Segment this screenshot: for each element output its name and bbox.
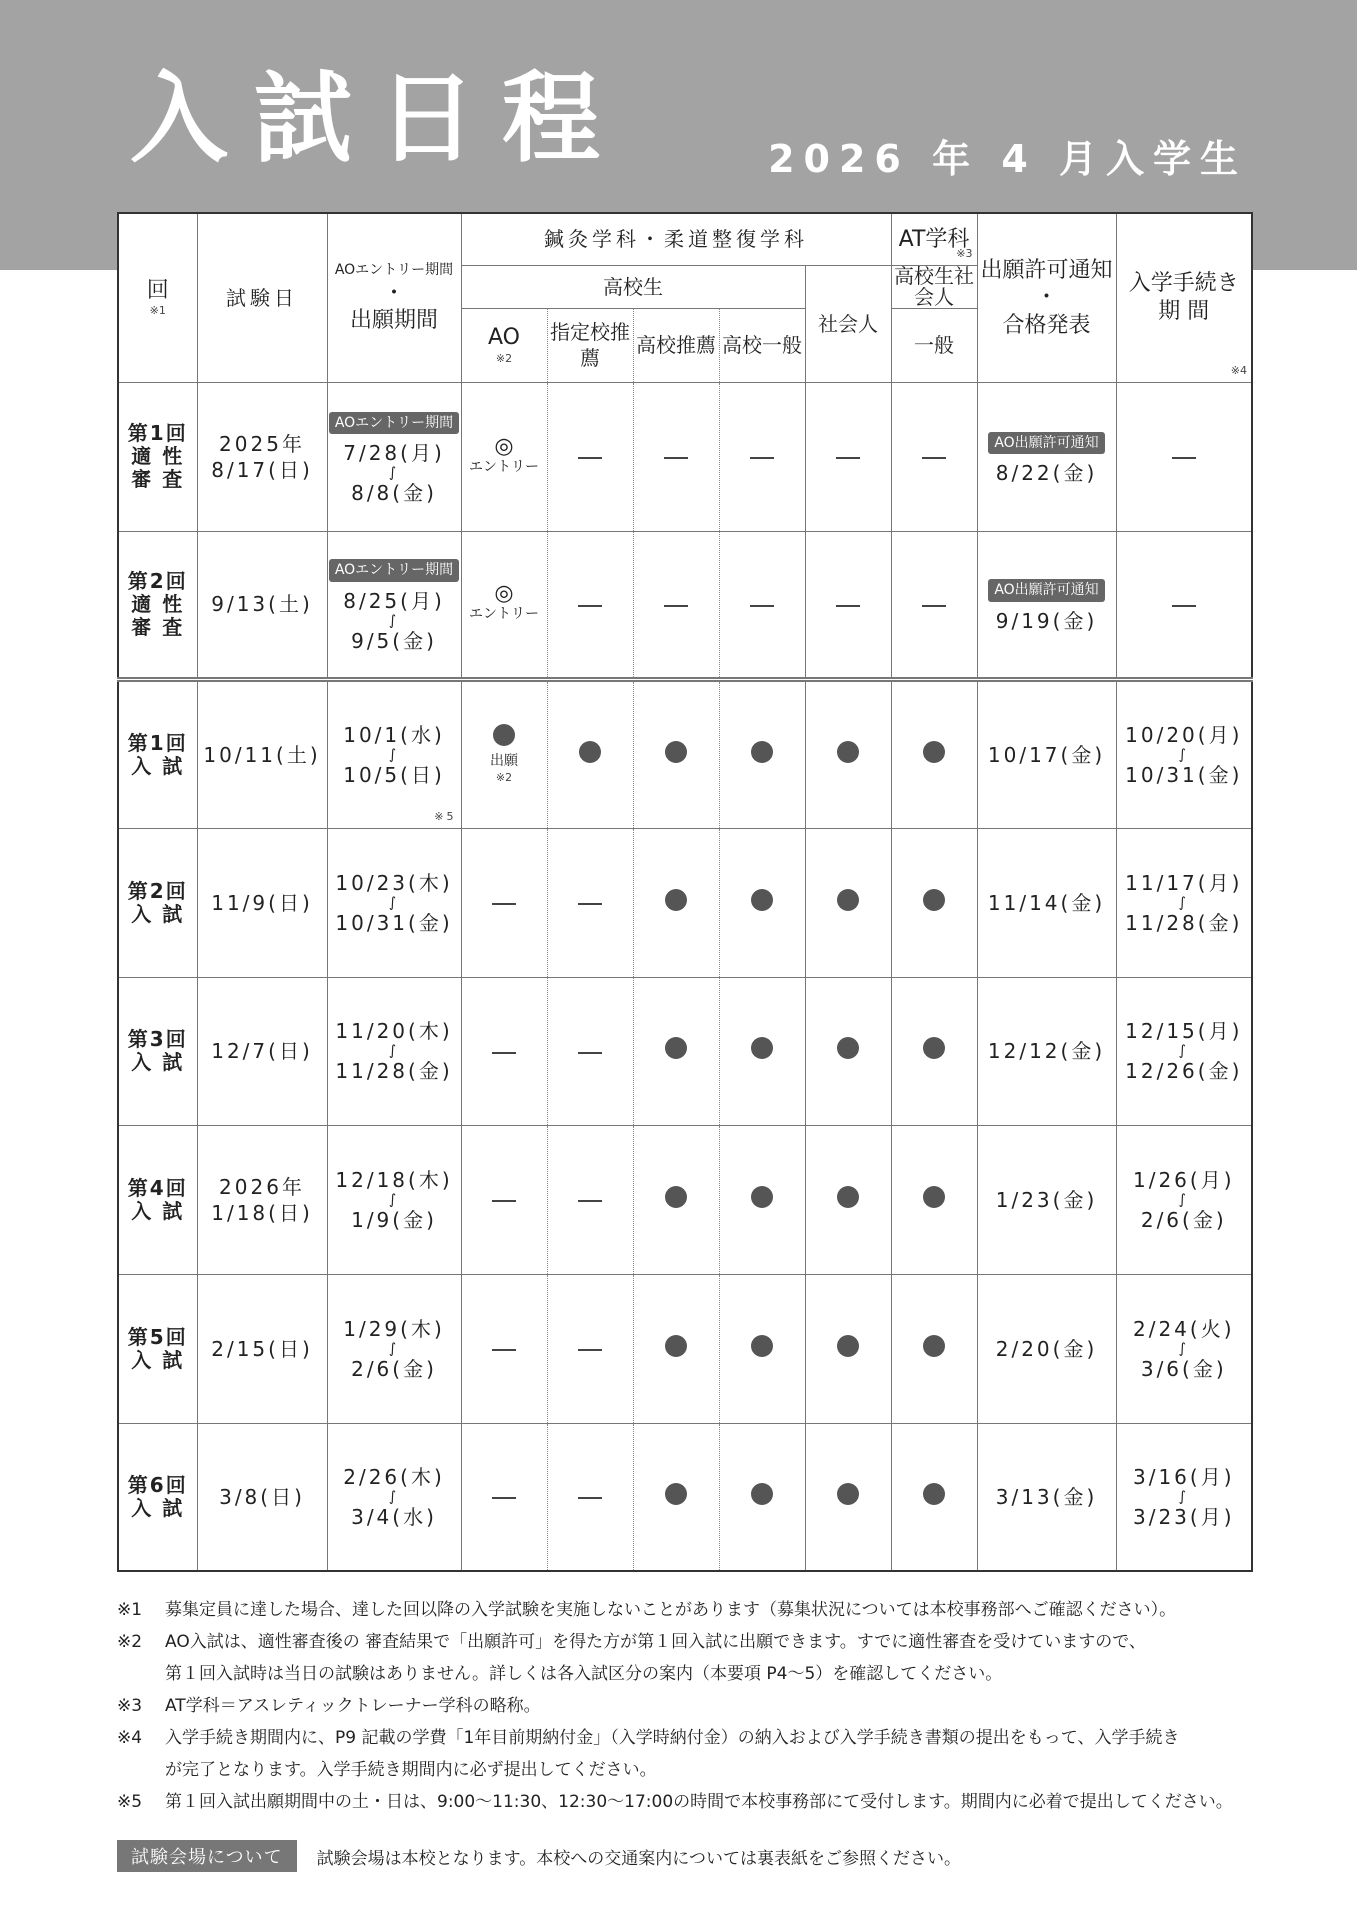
notice-cell — [977, 1423, 1116, 1571]
designated-cell — [547, 531, 633, 679]
exam-date: 10/11(土) — [203, 742, 321, 767]
designated-cell — [547, 828, 633, 977]
footnote-text: が完了となります。入学手続き期間内に必ず提出してください。 — [165, 1760, 657, 1780]
period-note: ※5 — [434, 810, 457, 824]
header-adult: 社会人 — [805, 265, 891, 382]
round-label: 第2回 入 試 — [127, 878, 188, 926]
dash-mark — [578, 457, 602, 459]
exam-date-cell — [197, 679, 327, 828]
entry-period-chip: AOエントリー期間 — [329, 559, 459, 581]
header-exam-date: 試験日 — [197, 213, 327, 382]
dot-mark — [751, 1037, 773, 1059]
ao-cell — [461, 828, 547, 977]
school-gen-cell — [719, 1423, 805, 1571]
footnote-row — [117, 1626, 1277, 1658]
round-label: 第6回 入 試 — [127, 1472, 188, 1520]
footnote-text: AO入試は、適性審査後の 審査結果で「出願許可」を得た方が第１回入試に出願できます。すでに適性審査を受けていますので、 — [165, 1632, 1146, 1652]
at-general-cell — [891, 828, 977, 977]
header-school-gen: 高校一般 — [719, 308, 805, 382]
dot-mark — [923, 1037, 945, 1059]
round-cell — [118, 382, 197, 531]
at-general-cell — [891, 1274, 977, 1423]
school-gen-cell — [719, 679, 805, 828]
header-procedure: 入学手続き 期 間 ※4 — [1116, 213, 1252, 382]
application-period-cell — [327, 679, 461, 828]
period-to: 3/4(水) — [351, 1504, 437, 1529]
round-label: 第5回 入 試 — [127, 1324, 188, 1372]
dash-mark — [578, 1497, 602, 1499]
adult-cell — [805, 531, 891, 679]
period-from: 7/28(月) — [343, 441, 445, 466]
designated-cell — [547, 382, 633, 531]
entry-label: エントリー — [469, 458, 539, 475]
round-cell — [118, 828, 197, 977]
footnote-text: 募集定員に達した場合、達した回以降の入学試験を実施しないことがあります（募集状況については本校事務部へご確認ください）。 — [165, 1600, 1177, 1620]
procedure-cell — [1116, 382, 1252, 531]
school-gen-cell — [719, 1125, 805, 1274]
dot-mark — [837, 741, 859, 763]
adult-cell — [805, 977, 891, 1125]
designated-cell — [547, 1125, 633, 1274]
period-from: 10/1(水) — [343, 722, 445, 747]
dash-mark — [922, 605, 946, 607]
adult-cell — [805, 1274, 891, 1423]
notice-date: 1/23(金) — [995, 1187, 1098, 1212]
at-general-cell — [891, 977, 977, 1125]
venue-text: 試験会場は本校となります。本校への交通案内については裏表紙をご参照ください。 — [316, 1848, 961, 1869]
schedule-row — [118, 977, 1252, 1125]
notice-date: 8/22(金) — [995, 461, 1098, 486]
dot-mark — [751, 1483, 773, 1505]
tilde-mark: ∫ — [1178, 1191, 1189, 1208]
dash-mark — [836, 457, 860, 459]
round-label: 第3回 入 試 — [127, 1027, 188, 1074]
dot-mark — [751, 1335, 773, 1357]
header-high-school: 高校生 — [461, 265, 805, 308]
footnote-text: AT学科＝アスレティックトレーナー学科の略称。 — [165, 1696, 541, 1716]
notice-date: 10/17(金) — [987, 742, 1106, 767]
round-label: 第1回 適 性 審 査 — [127, 421, 188, 491]
dash-mark — [922, 457, 946, 459]
school-rec-cell — [633, 679, 719, 828]
dash-mark — [750, 605, 774, 607]
footnote-text: 入学手続き期間内に、P9 記載の学費「1年目前期納付金」（入学時納付金）の納入および入学手続き書類の提出をもって、入学手続き — [165, 1728, 1180, 1748]
dot-mark — [923, 1186, 945, 1208]
dash-mark — [1172, 605, 1196, 607]
dash-mark — [1172, 457, 1196, 459]
dash-mark — [836, 605, 860, 607]
dot-mark — [665, 1483, 687, 1505]
exam-date: 8/17(日) — [211, 457, 313, 482]
procedure-cell — [1116, 531, 1252, 679]
footnote-mark: ※1 — [117, 1600, 143, 1620]
period-to: 10/5(日) — [343, 762, 445, 787]
schedule-row — [118, 531, 1252, 679]
footnote-mark: ※5 — [117, 1792, 143, 1812]
header-at-general: 一般 — [891, 308, 977, 382]
exam-date-cell — [197, 382, 327, 531]
application-period-cell — [327, 531, 461, 679]
dash-mark — [750, 457, 774, 459]
tilde-mark: ∫ — [388, 465, 400, 482]
exam-date-cell — [197, 1274, 327, 1423]
dot-mark — [751, 741, 773, 763]
designated-cell — [547, 679, 633, 828]
school-gen-cell — [719, 977, 805, 1125]
notice-date: 9/19(金) — [995, 608, 1098, 633]
round-label: 第4回 入 試 — [127, 1175, 188, 1223]
period-from: 8/25(月) — [343, 588, 445, 613]
notice-date: 2/20(金) — [995, 1336, 1098, 1361]
dash-mark — [492, 1200, 516, 1202]
application-period-cell — [327, 1125, 461, 1274]
dot-mark — [665, 1037, 687, 1059]
round-cell — [118, 977, 197, 1125]
procedure-to: 3/6(金) — [1140, 1356, 1227, 1381]
school-rec-cell — [633, 1125, 719, 1274]
at-general-cell — [891, 382, 977, 531]
dot-mark — [923, 1483, 945, 1505]
schedule-row — [118, 679, 1252, 828]
notice-date: 12/12(金) — [987, 1039, 1106, 1063]
notice-cell — [977, 828, 1116, 977]
at-general-cell — [891, 1125, 977, 1274]
procedure-to: 11/28(金) — [1125, 910, 1243, 935]
round-label: 第1回 入 試 — [127, 730, 188, 778]
dash-mark — [492, 1052, 516, 1054]
footnotes — [117, 1594, 1277, 1818]
double-circle-mark: ◎ — [494, 581, 514, 607]
period-to: 11/28(金) — [335, 1059, 453, 1083]
tilde-mark: ∫ — [1178, 1340, 1189, 1357]
notice-cell — [977, 977, 1116, 1125]
venue-info — [117, 1840, 961, 1872]
period-from: 11/20(木) — [335, 1019, 453, 1043]
double-circle-mark: ◎ — [494, 433, 514, 459]
dot-mark — [923, 741, 945, 763]
at-general-cell — [891, 531, 977, 679]
school-gen-cell — [719, 828, 805, 977]
exam-date: 11/9(日) — [211, 890, 313, 915]
dot-mark — [837, 889, 859, 911]
procedure-from: 1/26(月) — [1132, 1167, 1235, 1192]
period-to: 8/8(金) — [351, 481, 437, 506]
procedure-from: 10/20(月) — [1125, 722, 1243, 747]
adult-cell — [805, 679, 891, 828]
procedure-cell — [1116, 977, 1252, 1125]
dot-mark — [837, 1335, 859, 1357]
exam-date: 1/18(日) — [211, 1200, 313, 1225]
dot-mark — [837, 1037, 859, 1059]
dash-mark — [492, 1497, 516, 1499]
application-period-cell — [327, 977, 461, 1125]
dot-mark — [751, 1186, 773, 1208]
school-gen-cell — [719, 382, 805, 531]
footnote-row — [117, 1690, 1277, 1722]
dot-mark — [665, 1186, 687, 1208]
header-school-rec: 高校推薦 — [633, 308, 719, 382]
dash-mark — [664, 605, 688, 607]
exam-date-cell — [197, 977, 327, 1125]
apply-label: 出願 — [490, 752, 518, 769]
period-from: 12/18(木) — [335, 1167, 453, 1192]
adult-cell — [805, 828, 891, 977]
footnote-text: 第１回入試時は当日の試験はありません。詳しくは各入試区分の案内（本要項 P4〜5）を確認してください。 — [165, 1664, 1003, 1684]
notice-date: 11/14(金) — [987, 890, 1106, 915]
header-dept-main: 鍼灸学科・柔道整復学科 — [461, 213, 891, 265]
round-label: 第2回 適 性 審 査 — [127, 568, 188, 639]
round-cell — [118, 1274, 197, 1423]
tilde-mark: ∫ — [388, 746, 400, 763]
tilde-mark: ∫ — [1178, 894, 1189, 911]
procedure-from: 12/15(月) — [1125, 1019, 1243, 1043]
ao-cell — [461, 1423, 547, 1571]
dash-mark — [578, 903, 602, 905]
dot-mark — [837, 1483, 859, 1505]
tilde-mark: ∫ — [388, 1043, 400, 1059]
footnote-mark: ※3 — [117, 1696, 143, 1716]
dash-mark — [578, 605, 602, 607]
dash-mark — [492, 1349, 516, 1351]
entry-period-chip: AOエントリー期間 — [329, 412, 459, 434]
dot-mark — [751, 889, 773, 911]
exam-date-cell — [197, 1423, 327, 1571]
at-general-cell — [891, 1423, 977, 1571]
dot-mark — [493, 724, 515, 746]
dash-mark — [578, 1052, 602, 1054]
procedure-cell — [1116, 1125, 1252, 1274]
tilde-mark: ∫ — [1178, 1043, 1189, 1059]
header-notice: 出願許可通知 ・ 合格発表 — [977, 213, 1116, 382]
period-from: 2/26(木) — [343, 1464, 445, 1489]
exam-date-cell — [197, 531, 327, 679]
notice-chip: AO出願許可通知 — [988, 579, 1104, 601]
footnote-mark — [117, 1754, 165, 1786]
school-rec-cell — [633, 977, 719, 1125]
tilde-mark: ∫ — [388, 612, 400, 629]
schedule-row — [118, 382, 1252, 531]
procedure-from: 3/16(月) — [1132, 1464, 1235, 1489]
exam-date-cell — [197, 1125, 327, 1274]
ao-cell — [461, 531, 547, 679]
exam-date-year: 2026年 — [219, 1174, 305, 1199]
procedure-cell — [1116, 679, 1252, 828]
at-general-cell — [891, 679, 977, 828]
dot-mark — [923, 1335, 945, 1357]
procedure-cell — [1116, 828, 1252, 977]
schedule-row — [118, 1125, 1252, 1274]
application-period-cell — [327, 1274, 461, 1423]
footnote-row — [117, 1658, 1277, 1690]
exam-date-year: 2025年 — [219, 431, 305, 456]
dot-mark — [665, 1335, 687, 1357]
procedure-from: 2/24(火) — [1132, 1316, 1235, 1341]
round-cell — [118, 1125, 197, 1274]
dot-mark — [923, 889, 945, 911]
tilde-mark: ∫ — [388, 1340, 400, 1357]
header-at-sub: 高校生社会人 — [891, 265, 977, 308]
procedure-to: 12/26(金) — [1125, 1059, 1243, 1083]
school-rec-cell — [633, 382, 719, 531]
procedure-cell — [1116, 1423, 1252, 1571]
header-round: 回 ※1 — [118, 213, 197, 382]
adult-cell — [805, 382, 891, 531]
school-rec-cell — [633, 531, 719, 679]
dot-mark — [665, 741, 687, 763]
application-period-cell — [327, 382, 461, 531]
tilde-mark: ∫ — [388, 1488, 400, 1505]
procedure-from: 11/17(月) — [1125, 870, 1243, 895]
dash-mark — [664, 457, 688, 459]
exam-date: 3/8(日) — [219, 1484, 305, 1509]
footnote-row — [117, 1786, 1277, 1818]
ao-cell — [461, 1125, 547, 1274]
schedule-row — [118, 1423, 1252, 1571]
dot-mark — [665, 889, 687, 911]
notice-date: 3/13(金) — [995, 1484, 1098, 1509]
exam-date-cell — [197, 828, 327, 977]
school-gen-cell — [719, 531, 805, 679]
footnote-mark — [117, 1658, 165, 1690]
dot-mark — [837, 1186, 859, 1208]
page-title: 入試日程 — [130, 62, 627, 176]
period-to: 10/31(金) — [335, 910, 453, 935]
designated-cell — [547, 1423, 633, 1571]
ao-cell — [461, 977, 547, 1125]
notice-cell — [977, 679, 1116, 828]
dash-mark — [578, 1349, 602, 1351]
period-to: 9/5(金) — [351, 628, 437, 653]
exam-date: 2/15(日) — [211, 1336, 313, 1361]
notice-cell — [977, 1125, 1116, 1274]
procedure-to: 2/6(金) — [1140, 1207, 1227, 1232]
period-to: 2/6(金) — [351, 1356, 437, 1381]
header-application-period: AOエントリー期間 ・ 出願期間 — [327, 213, 461, 382]
footnote-text: 第１回入試出願期間中の土・日は、9:00〜11:30、12:30〜17:00の時間で本校事務部にて受付します。期間内に必着で提出してください。 — [165, 1792, 1233, 1812]
schedule-row — [118, 1274, 1252, 1423]
page-subtitle: 2026 年 4 月入学生 — [768, 137, 1247, 181]
tilde-mark: ∫ — [388, 894, 400, 911]
tilde-mark: ∫ — [1178, 1488, 1189, 1505]
ao-cell — [461, 382, 547, 531]
venue-label: 試験会場について — [117, 1840, 297, 1872]
exam-date: 9/13(土) — [211, 592, 313, 616]
school-rec-cell — [633, 1274, 719, 1423]
designated-cell — [547, 1274, 633, 1423]
round-cell — [118, 1423, 197, 1571]
round-cell — [118, 531, 197, 679]
notice-chip: AO出願許可通知 — [988, 432, 1104, 454]
designated-cell — [547, 977, 633, 1125]
school-rec-cell — [633, 1423, 719, 1571]
ao-cell — [461, 1274, 547, 1423]
footnote-row — [117, 1594, 1277, 1626]
application-period-cell — [327, 828, 461, 977]
procedure-cell — [1116, 1274, 1252, 1423]
tilde-mark: ∫ — [1178, 746, 1189, 763]
apply-note: ※2 — [495, 771, 513, 785]
footnote-mark: ※2 — [117, 1632, 143, 1652]
period-from: 1/29(木) — [343, 1316, 445, 1341]
dash-mark — [492, 903, 516, 905]
entry-label: エントリー — [469, 606, 539, 623]
schedule-table — [117, 212, 1253, 1572]
school-rec-cell — [633, 828, 719, 977]
footnote-mark: ※4 — [117, 1728, 143, 1748]
period-from: 10/23(木) — [335, 870, 453, 895]
period-to: 1/9(金) — [351, 1207, 437, 1232]
header-designated: 指定校推薦 — [547, 308, 633, 382]
notice-cell — [977, 531, 1116, 679]
footnote-row — [117, 1722, 1277, 1754]
dash-mark — [578, 1200, 602, 1202]
tilde-mark: ∫ — [388, 1191, 400, 1208]
application-period-cell — [327, 1423, 461, 1571]
header-dept-at: AT学科 ※3 — [891, 213, 977, 265]
header-ao: AO ※2 — [461, 308, 547, 382]
footnote-row — [117, 1754, 1277, 1786]
adult-cell — [805, 1423, 891, 1571]
round-cell — [118, 679, 197, 828]
notice-cell — [977, 1274, 1116, 1423]
school-gen-cell — [719, 1274, 805, 1423]
notice-cell — [977, 382, 1116, 531]
procedure-to: 10/31(金) — [1125, 762, 1243, 787]
ao-cell — [461, 679, 547, 828]
adult-cell — [805, 1125, 891, 1274]
dot-mark — [579, 741, 601, 763]
schedule-row — [118, 828, 1252, 977]
exam-date: 12/7(日) — [211, 1039, 313, 1063]
procedure-to: 3/23(月) — [1132, 1504, 1235, 1529]
